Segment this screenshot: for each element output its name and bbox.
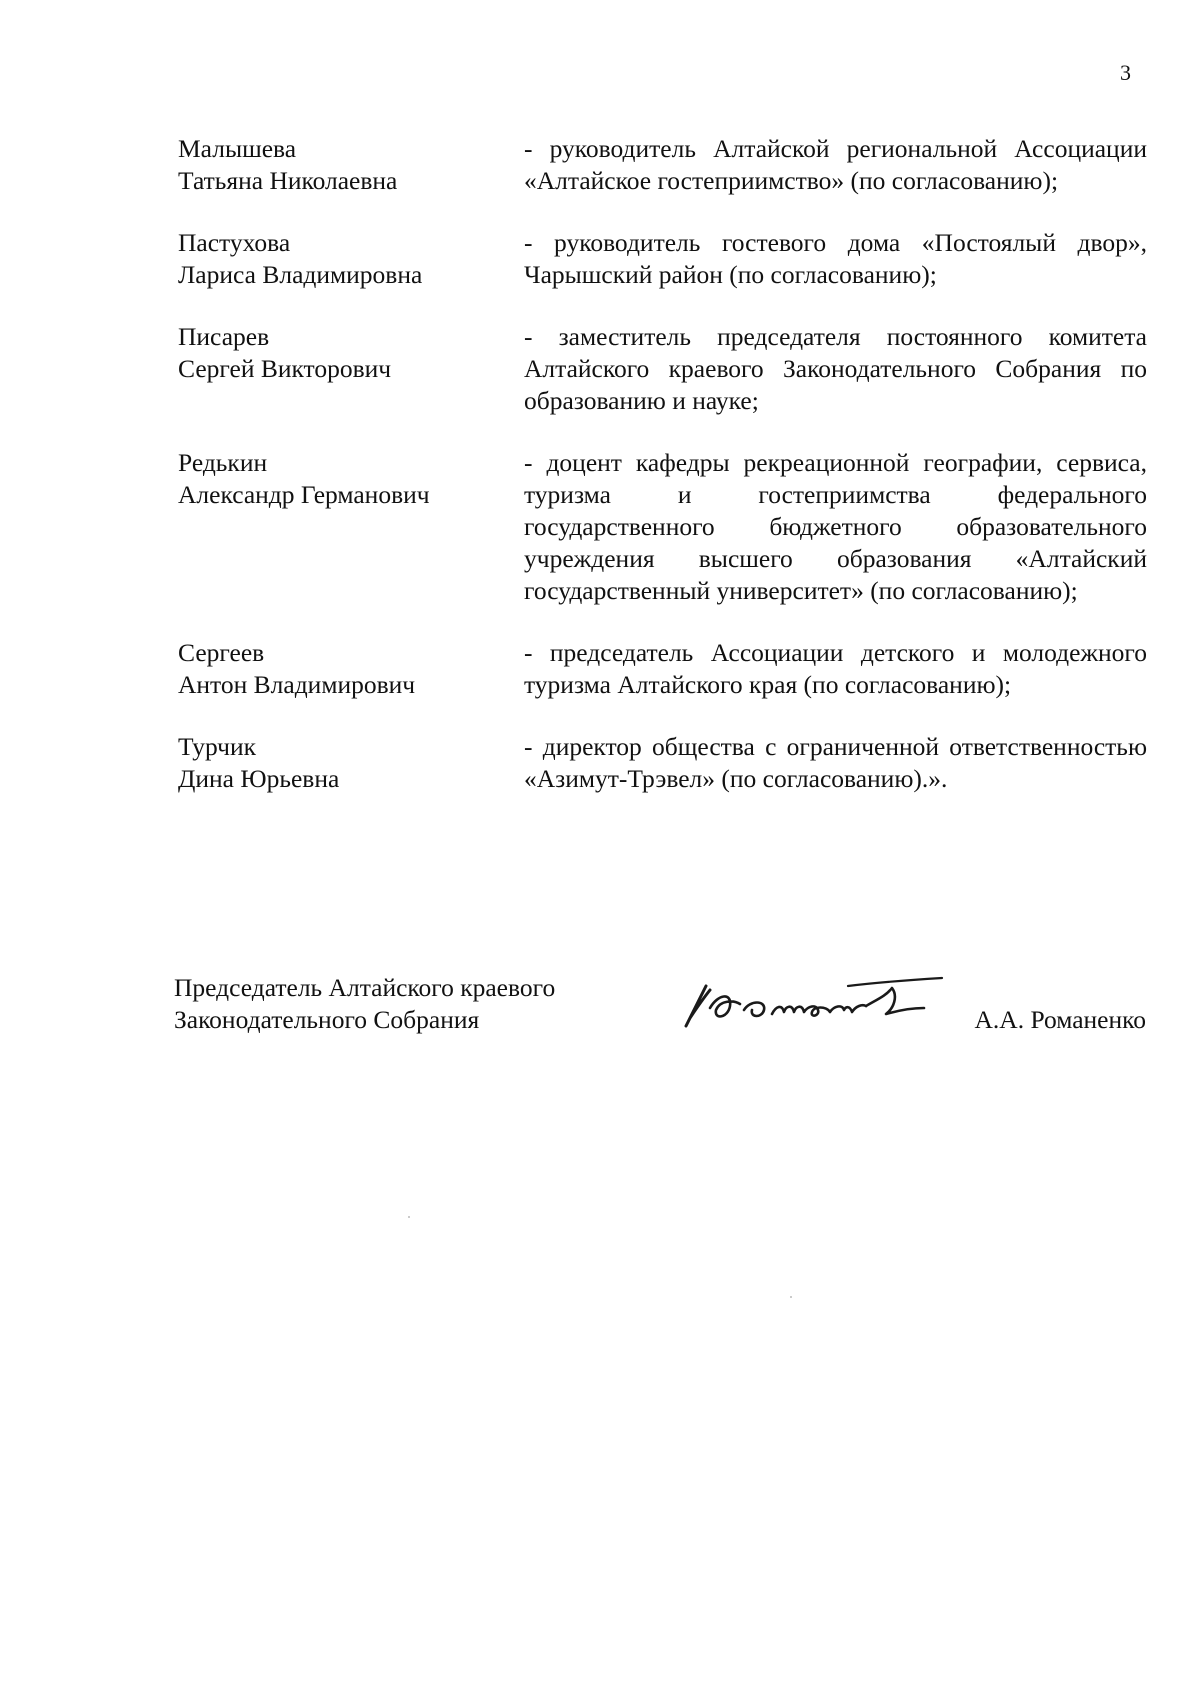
signature-stroke [744, 1003, 764, 1017]
signatory-position [174, 972, 555, 1036]
member-surname: Турчик [178, 732, 257, 761]
member-given-names: Лариса Владимировна [178, 260, 423, 289]
member-given-names: Александр Германович [178, 480, 430, 509]
member-given-names: Антон Владимирович [178, 670, 416, 699]
member-surname: Малышева [178, 134, 297, 163]
member-given-names: Татьяна Николаевна [178, 166, 398, 195]
member-surname: Пастухова [178, 228, 291, 257]
signatory-name: А.А. Романенко [974, 1005, 1146, 1034]
scan-speck [408, 1216, 410, 1218]
signature-stroke [710, 996, 740, 1016]
member-surname: Сергеев [178, 638, 265, 667]
member-role: - заместитель председателя постоянного комитета Алтайского краевого Законодательного Собрания по образованию и науке; [524, 322, 1147, 415]
scan-speck [790, 1296, 792, 1298]
member-given-names: Сергей Викторович [178, 354, 392, 383]
member-name [178, 637, 524, 701]
signature-stroke [848, 978, 942, 986]
member-name [178, 133, 524, 197]
member-row [0, 447, 1200, 607]
member-role: - директор общества с ограниченной ответственностью «Азимут-Трэвел» (по согласованию).». [524, 732, 1147, 793]
signature-block [174, 972, 1146, 1082]
signatory-position-line2: Законодательного Собрания [174, 1005, 480, 1034]
member-role: - руководитель гостевого дома «Постоялый двор», Чарышский район (по согласованию); [524, 228, 1147, 289]
page-number: 3 [1120, 60, 1131, 85]
member-role: - председатель Ассоциации детского и молодежного туризма Алтайского края (по согласованию); [524, 638, 1147, 699]
member-name [178, 227, 524, 291]
member-row [0, 637, 1200, 701]
member-name [178, 731, 524, 795]
member-row [0, 321, 1200, 417]
member-row [0, 133, 1200, 197]
signatory-position-line1: Председатель Алтайского краевого [174, 973, 556, 1002]
members-list [0, 133, 1200, 825]
handwritten-signature [680, 966, 950, 1046]
signature-stroke [772, 1005, 866, 1015]
member-name [178, 321, 524, 417]
member-row [0, 227, 1200, 291]
member-surname: Редькин [178, 448, 268, 477]
member-given-names: Дина Юрьевна [178, 764, 340, 793]
member-surname: Писарев [178, 322, 270, 351]
signature-stroke [866, 988, 924, 1014]
member-role: - руководитель Алтайской региональной Ассоциации «Алтайское гостеприимство» (по согласованию); [524, 134, 1147, 195]
member-role: - доцент кафедры рекреационной географии, сервиса, туризма и гостеприимства федерального государственного бюджетного образовательного учреждения высшего образования «Алтайский государственный университет» (по согласованию); [524, 448, 1147, 605]
signature-stroke [686, 986, 710, 1026]
member-name [178, 447, 524, 607]
member-row [0, 731, 1200, 795]
